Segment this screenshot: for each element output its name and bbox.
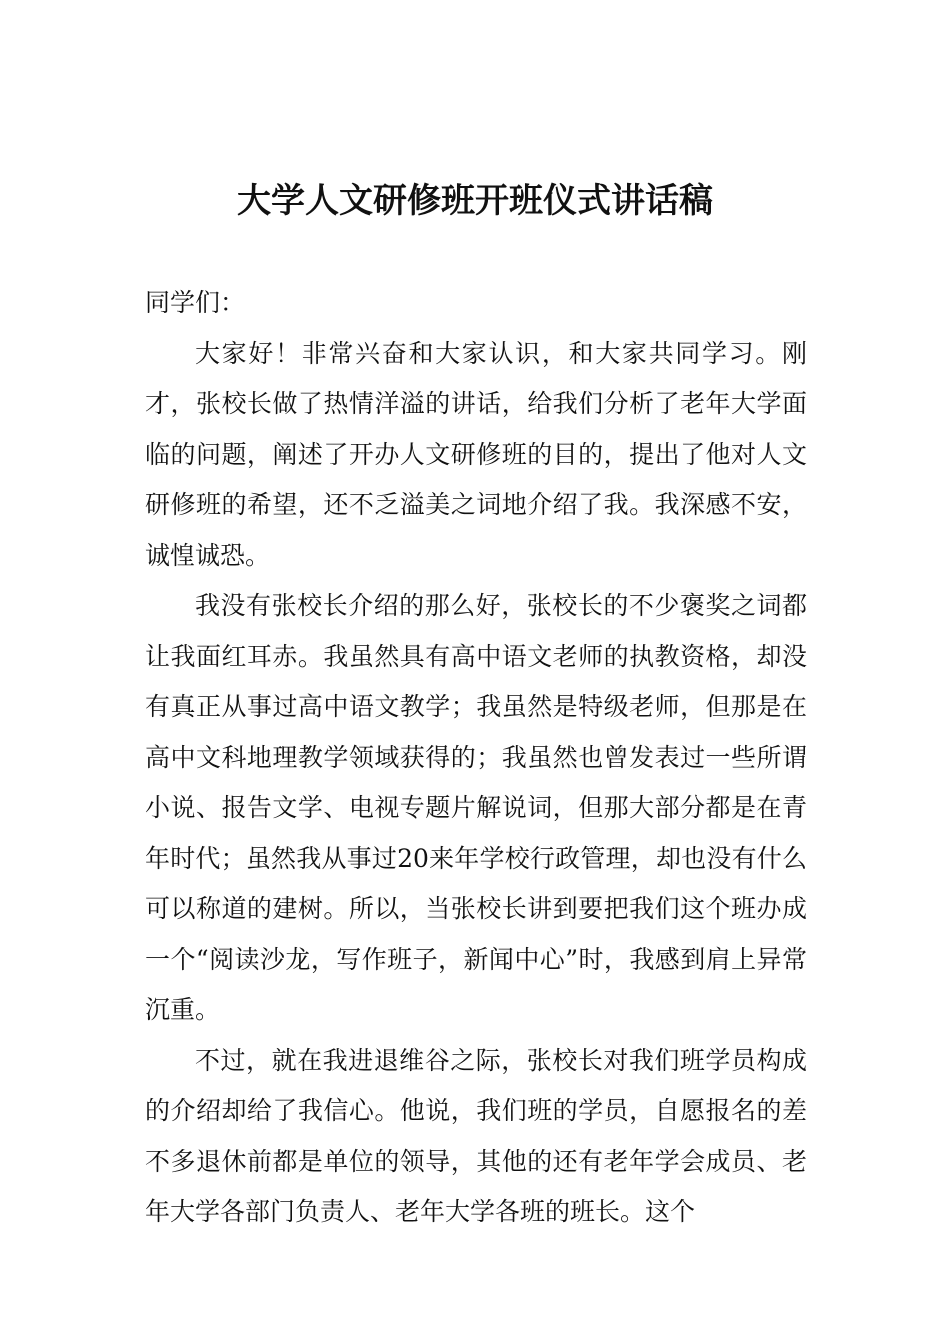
paragraph-1: 大家好！非常兴奋和大家认识，和大家共同学习。刚才，张校长做了热情洋溢的讲话，给我们分析了老年大学面临的问题，阐述了开办人文研修班的目的，提出了他对人文研修班的希望，还不乏溢美之词地介绍了我。我深感不安，诚惶诚恐。 bbox=[145, 338, 807, 570]
document-body bbox=[145, 278, 807, 1238]
document-title: 大学人文研修班开班仪式讲话稿 bbox=[237, 181, 713, 221]
paragraph-2: 我没有张校长介绍的那么好，张校长的不少褒奖之词都让我面红耳赤。我虽然具有高中语文老师的执教资格，却没有真正从事过高中语文教学；我虽然是特级老师，但那是在高中文科地理教学领域获得的；我虽然也曾发表过一些所谓小说、报告文学、电视专题片解说词，但那大部分都是在青年时代；虽然我从事过20来年学校行政管理，却也没有什么可以称道的建树。所以，当张校长讲到要把我们这个班办成一个“阅读沙龙，写作班子，新闻中心”时，我感到肩上异常沉重。 bbox=[145, 591, 807, 1024]
paragraph-3: 不过，就在我进退维谷之际，张校长对我们班学员构成的介绍却给了我信心。他说，我们班的学员，自愿报名的差不多退休前都是单位的领导，其他的还有老年学会成员、老年大学各部门负责人、老年大学各班的班长。这个 bbox=[145, 1045, 807, 1226]
salutation: 同学们： bbox=[145, 288, 246, 317]
